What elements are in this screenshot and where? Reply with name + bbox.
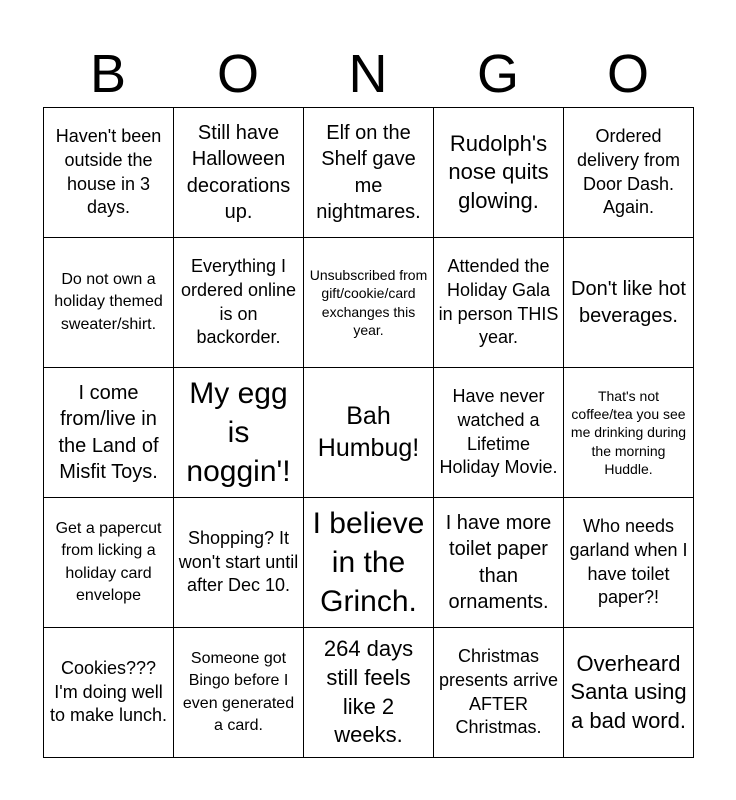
bongo-header bbox=[43, 40, 693, 108]
bingo-cell-r2-c3[interactable]: Unsubscribed from gift/cookie/card exchanges this year. bbox=[304, 238, 434, 368]
bingo-cell-r2-c5[interactable]: Don't like hot beverages. bbox=[564, 238, 694, 368]
bingo-cell-r1-c2[interactable]: Still have Halloween decorations up. bbox=[174, 108, 304, 238]
bingo-cell-r3-c3[interactable]: Bah Humbug! bbox=[304, 368, 434, 498]
bingo-cell-r2-c2[interactable]: Everything I ordered online is on backorder. bbox=[174, 238, 304, 368]
bingo-cell-r4-c3[interactable]: I believe in the Grinch. bbox=[304, 498, 434, 628]
bingo-cell-r1-c4[interactable]: Rudolph's nose quits glowing. bbox=[434, 108, 564, 238]
bingo-cell-r4-c2[interactable]: Shopping? It won't start until after Dec 10. bbox=[174, 498, 304, 628]
bingo-cell-r4-c1[interactable]: Get a papercut from licking a holiday card envelope bbox=[44, 498, 174, 628]
bingo-cell-r1-c1[interactable]: Haven't been outside the house in 3 days. bbox=[44, 108, 174, 238]
bingo-cell-r1-c5[interactable]: Ordered delivery from Door Dash. Again. bbox=[564, 108, 694, 238]
bingo-cell-r5-c4[interactable]: Christmas presents arrive AFTER Christmas. bbox=[434, 628, 564, 758]
bingo-cell-r5-c3[interactable]: 264 days still feels like 2 weeks. bbox=[304, 628, 434, 758]
bingo-cell-r1-c3[interactable]: Elf on the Shelf gave me nightmares. bbox=[304, 108, 434, 238]
header-letter-o-2: O bbox=[606, 44, 649, 104]
bingo-cell-r3-c5[interactable]: That's not coffee/tea you see me drinking during the morning Huddle. bbox=[564, 368, 694, 498]
bingo-cell-r4-c5[interactable]: Who needs garland when I have toilet paper?! bbox=[564, 498, 694, 628]
bingo-cell-r3-c1[interactable]: I come from/live in the Land of Misfit Toys. bbox=[44, 368, 174, 498]
header-letter-b: B bbox=[89, 44, 127, 104]
bingo-cell-r5-c2[interactable]: Someone got Bingo before I even generated a card. bbox=[174, 628, 304, 758]
bingo-cell-r3-c4[interactable]: Have never watched a Lifetime Holiday Movie. bbox=[434, 368, 564, 498]
header-letter-o: O bbox=[216, 44, 259, 104]
bingo-cell-r2-c1[interactable]: Do not own a holiday themed sweater/shirt. bbox=[44, 238, 174, 368]
bingo-cell-r3-c2[interactable]: My egg is noggin'! bbox=[174, 368, 304, 498]
header-letter-n: N bbox=[348, 44, 388, 104]
bingo-cell-r5-c1[interactable]: Cookies??? I'm doing well to make lunch. bbox=[44, 628, 174, 758]
bingo-cell-r5-c5[interactable]: Overheard Santa using a bad word. bbox=[564, 628, 694, 758]
header-letter-g: G bbox=[476, 44, 519, 104]
bingo-cell-r4-c4[interactable]: I have more toilet paper than ornaments. bbox=[434, 498, 564, 628]
bingo-board bbox=[43, 107, 694, 758]
bingo-cell-r2-c4[interactable]: Attended the Holiday Gala in person THIS year. bbox=[434, 238, 564, 368]
